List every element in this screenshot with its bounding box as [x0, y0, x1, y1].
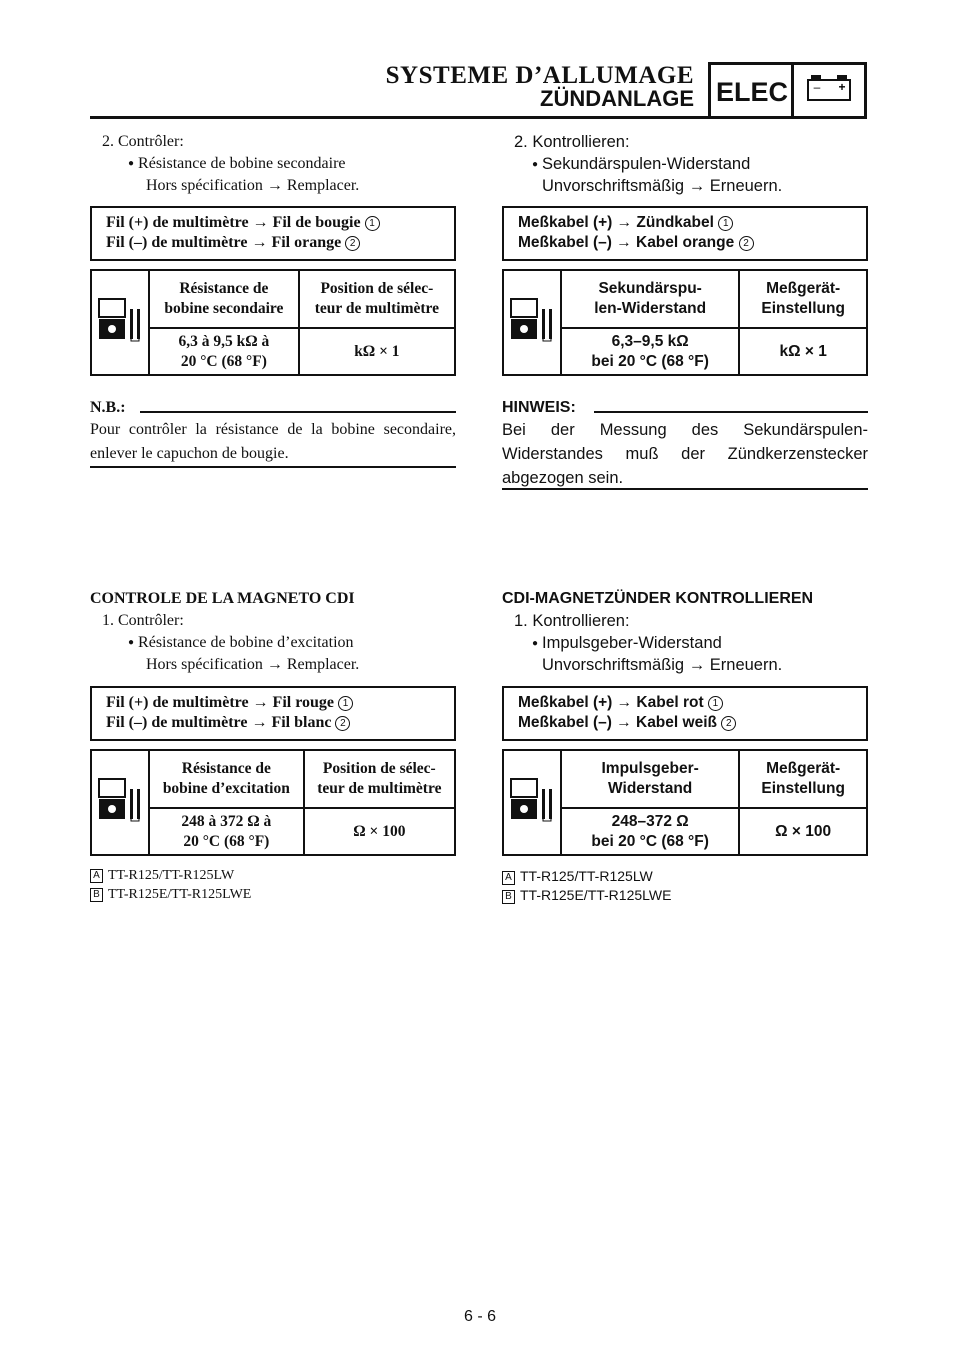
multimeter-icon-cell	[503, 750, 561, 855]
callout-1: 1	[708, 696, 723, 711]
value-selector: Ω × 100	[304, 808, 455, 855]
battery-icon	[807, 75, 851, 101]
multimeter-icon	[509, 777, 555, 823]
note-heading: N.B.:	[90, 399, 126, 416]
note-text: Pour contrôler la résistance de la bobine secondaire, enlever le capuchon de bougie.	[90, 421, 456, 462]
battery-minus: –	[813, 80, 821, 94]
note-rule-bottom	[90, 466, 456, 468]
step1-item	[128, 634, 354, 652]
section-tag-divider	[791, 65, 794, 116]
note-rule-bottom	[502, 488, 868, 490]
spec-table-secondary	[502, 269, 868, 376]
callout-1: 1	[718, 216, 733, 231]
wire-line-1: Meßkabel (+) → Zündkabel 1	[518, 213, 866, 233]
step1-action: Unvorschriftsmäßig → Erneuern.	[542, 656, 783, 674]
value-resistance: 6,3–9,5 kΩ bei 20 °C (68 °F)	[561, 328, 739, 375]
wire-connection-box	[90, 686, 456, 741]
step1-title: 1. Kontrollieren:	[514, 612, 630, 630]
wire-connection-box	[502, 206, 868, 261]
section-title: CDI-MAGNETZÜNDER KONTROLLIEREN	[502, 590, 814, 607]
bullet-icon: ●	[532, 159, 539, 170]
step2-item	[532, 155, 750, 174]
value-selector: Ω × 100	[739, 808, 867, 855]
model-a: A TT-R125/TT-R125LW	[90, 868, 234, 884]
wire-line-2: Fil (–) de multimètre → Fil orange 2	[106, 233, 454, 253]
model-b: B TT-R125E/TT-R125LWE	[90, 887, 251, 903]
step1-item-text: Impulsgeber-Widerstand	[542, 634, 722, 652]
model-a: A TT-R125/TT-R125LW	[502, 868, 653, 885]
multimeter-icon-cell	[91, 270, 149, 375]
wire-line-2: Meßkabel (–) → Kabel orange 2	[518, 233, 866, 253]
step1-title: 1. Contrôler:	[102, 612, 184, 629]
multimeter-icon	[97, 777, 143, 823]
wire-line-2: Fil (–) de multimètre → Fil blanc 2	[106, 713, 454, 733]
callout-2: 2	[335, 716, 350, 731]
bullet-icon: ●	[128, 637, 135, 648]
step2-action: Unvorschriftsmäßig → Erneuern.	[542, 177, 783, 195]
spec-table-pickup	[502, 749, 868, 856]
multimeter-icon	[509, 297, 555, 343]
step2-title: 2. Contrôler:	[102, 133, 184, 150]
badge-a: A	[502, 871, 515, 885]
wire-connection-box	[502, 686, 868, 741]
section-tag: ELEC	[715, 77, 788, 107]
header-resistance: Résistance de bobine secondaire	[149, 270, 299, 328]
badge-b: B	[90, 888, 103, 902]
step1-item-text: Résistance de bobine d’excitation	[138, 634, 354, 651]
value-resistance: 248 à 372 Ω à 20 °C (68 °F)	[149, 808, 304, 855]
header-resistance: Sekundärspu- len-Widerstand	[561, 270, 739, 328]
step2-title: 2. Kontrollieren:	[514, 133, 630, 151]
header-title-de: ZÜNDANLAGE	[540, 86, 694, 111]
wire-line-1: Meßkabel (+) → Kabel rot 1	[518, 693, 866, 713]
header-selector: Meßgerät- Einstellung	[739, 270, 867, 328]
header-selector: Meßgerät- Einstellung	[739, 750, 867, 808]
page-number: 6 - 6	[463, 1308, 496, 1325]
model-b: B TT-R125E/TT-R125LWE	[502, 887, 671, 904]
note-rule-top	[140, 411, 456, 413]
callout-2: 2	[739, 236, 754, 251]
value-resistance: 248–372 Ω bei 20 °C (68 °F)	[561, 808, 739, 855]
header-selector: Position de sélec- teur de multimètre	[299, 270, 455, 328]
callout-2: 2	[345, 236, 360, 251]
wire-line-2: Meßkabel (–) → Kabel weiß 2	[518, 713, 866, 733]
header-title-fr: SYSTEME D’ALLUMAGE	[385, 62, 694, 89]
callout-1: 1	[365, 216, 380, 231]
step2-item	[128, 155, 346, 173]
wire-line-1: Fil (+) de multimètre → Fil rouge 1	[106, 693, 454, 713]
step2-action: Hors spécification → Remplacer.	[146, 177, 360, 194]
wire-connection-box	[90, 206, 456, 261]
multimeter-icon-cell	[91, 750, 149, 855]
section-title: CONTROLE DE LA MAGNETO CDI	[90, 590, 355, 607]
header-resistance: Résistance de bobine d’excitation	[149, 750, 304, 808]
note-heading: HINWEIS:	[502, 399, 576, 416]
value-resistance: 6,3 à 9,5 kΩ à 20 °C (68 °F)	[149, 328, 299, 375]
step2-item-text: Résistance de bobine secondaire	[138, 155, 346, 172]
spec-table-excitation	[90, 749, 456, 856]
section-tag-box	[708, 62, 867, 119]
note-text: Bei der Messung des Sekundärspulen-Widerstandes muß der Zündkerzenstecker abgezogen sein.	[502, 421, 868, 487]
step1-action: Hors spécification → Remplacer.	[146, 656, 360, 673]
step1-item	[532, 634, 722, 653]
header-resistance: Impulsgeber- Widerstand	[561, 750, 739, 808]
multimeter-icon	[97, 297, 143, 343]
wire-line-1: Fil (+) de multimètre → Fil de bougie 1	[106, 213, 454, 233]
multimeter-icon-cell	[503, 270, 561, 375]
bullet-icon: ●	[532, 638, 539, 649]
value-selector: kΩ × 1	[739, 328, 867, 375]
badge-b: B	[502, 890, 515, 904]
step2-item-text: Sekundärspulen-Widerstand	[542, 155, 751, 173]
bullet-icon: ●	[128, 158, 135, 169]
header-selector: Position de sélec- teur de multimètre	[304, 750, 455, 808]
callout-2: 2	[721, 716, 736, 731]
battery-plus: +	[838, 80, 846, 94]
header-rule	[90, 116, 708, 119]
callout-1: 1	[338, 696, 353, 711]
badge-a: A	[90, 869, 103, 883]
value-selector: kΩ × 1	[299, 328, 455, 375]
spec-table-secondary	[90, 269, 456, 376]
note-rule-top	[594, 411, 868, 413]
